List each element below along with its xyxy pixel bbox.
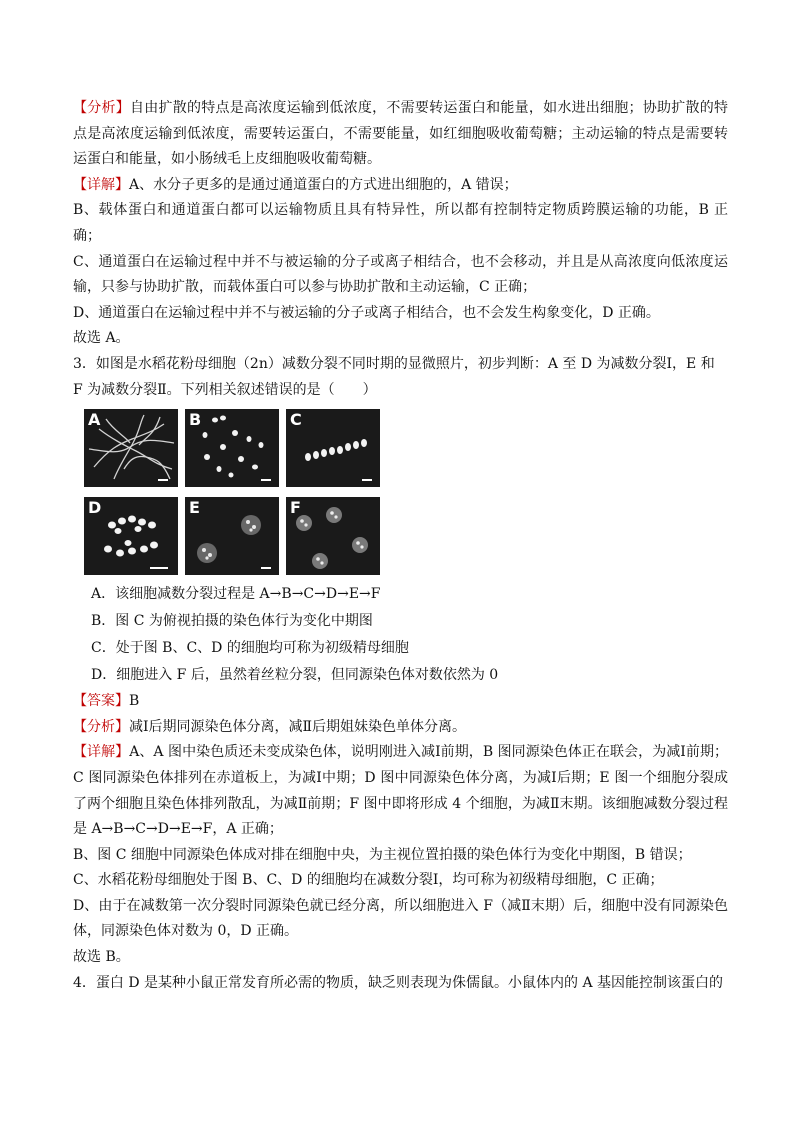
answer-line: 【答案】B — [73, 693, 140, 710]
panel-label-f: F — [290, 498, 301, 518]
analysis-tag-2: 【分析】 — [73, 718, 129, 735]
analysis-paragraph-2: 【分析】减Ⅰ后期同源染色体分离，减Ⅱ后期姐妹染色单体分离。 — [73, 718, 467, 735]
panel-label-b: B — [189, 410, 202, 430]
question-4-stem: 4．蛋白 D 是某种小鼠正常发育所必需的物质，缺乏则表现为侏儒鼠。小鼠体内的 A 基因能控制该蛋白的 — [73, 974, 724, 991]
analysis-tag: 【分析】 — [73, 100, 130, 116]
panel-label-a: A — [88, 410, 101, 430]
document-page — [73, 96, 728, 996]
micrograph-panel-b — [185, 409, 279, 487]
explanation-tag-2: 【详解】 — [73, 744, 130, 761]
micrograph-panel-a — [84, 409, 178, 487]
explanation-tag: 【详解】 — [73, 176, 129, 193]
micrograph-panel-f — [286, 497, 380, 575]
micrograph-panel-e — [185, 497, 279, 575]
question-3-stem: 3．如图是水稻花粉母细胞（2n）减数分裂不同时期的显微照片，初步判断：A 至 D 为减数分裂Ⅰ，E 和 F 为减数分裂Ⅱ。下列相关叙述错误的是（ ） — [73, 355, 715, 398]
option-d: D．细胞进入 F 后，虽然着丝粒分裂，但同源染色体对数依然为 0 — [91, 667, 499, 684]
explanation-line-d: D、通道蛋白在运输过程中并不与被运输的分子或离子相结合，也不会发生构象变化，D 正确。 — [73, 304, 660, 321]
explanation2-line-c: C、水稻花粉母细胞处于图 B、C、D 的细胞均在减数分裂Ⅰ，均可称为初级精母细胞，C 正确； — [73, 872, 664, 889]
panel-label-c: C — [290, 410, 302, 430]
explanation2-line-a: 【详解】A、A 图中染色质还未变成染色体，说明刚进入减Ⅰ前期，B 图同源染色体正在联会，为减Ⅰ前期；C 图同源染色体排列在赤道板上，为减Ⅰ中期；D 图中同源染色体分离，为减Ⅰ后期；E 图一个细胞分裂成了两个细胞且染色体排列散乱，为减Ⅱ前期；F 图中即将形成 4 个细胞，为减Ⅱ末期。该细胞减数分裂过程是 A→B→C→D→E→F，A 正确； — [73, 744, 729, 838]
explanation-line-a: 【详解】A、水分子更多的是通过通道蛋白的方式进出细胞的，A 错误； — [73, 176, 518, 193]
option-c: C．处于图 B、C、D 的细胞均可称为初级精母细胞 — [91, 640, 409, 657]
explanation2-line-d: D、由于在减数第一次分裂时同源染色就已经分离，所以细胞进入 F（减Ⅱ末期）后，细胞中没有同源染色体，同源染色体对数为 0，D 正确。 — [73, 897, 728, 940]
micrograph-panel-c — [286, 409, 380, 487]
choice-line-2: 故选 B。 — [73, 949, 130, 966]
analysis-paragraph-1: 【分析】自由扩散的特点是高浓度运输到低浓度，不需要转运蛋白和能量，如水进出细胞；协助扩散的特点是高浓度运输到低浓度，需要转运蛋白，不需要能量，如红细胞吸收葡萄糖；主动运输的特点是需要转运蛋白和能量，如小肠绒毛上皮细胞吸收葡萄糖。 — [73, 100, 729, 168]
micrograph-grid — [84, 409, 380, 575]
panel-label-d: D — [88, 498, 102, 518]
option-a: A．该细胞减数分裂过程是 A→B→C→D→E→F — [91, 586, 381, 603]
micrograph-panel-d — [84, 497, 178, 575]
choice-line: 故选 A。 — [73, 330, 130, 347]
answer-tag: 【答案】 — [73, 693, 129, 710]
explanation-line-c: C、通道蛋白在运输过程中并不与被运输的分子或离子相结合，也不会移动，并且是从高浓度向低浓度运输，只参与协助扩散，而载体蛋白可以参与协助扩散和主动运输，C 正确； — [73, 253, 728, 296]
explanation2-line-b: B、图 C 细胞中同源染色体成对排在细胞中央，为主视位置拍摄的染色体行为变化中期图，B 错误； — [73, 846, 692, 863]
option-b: B．图 C 为俯视拍摄的染色体行为变化中期图 — [91, 613, 373, 630]
explanation-line-b: B、载体蛋白和通道蛋白都可以运输物质且具有特异性，所以都有控制特定物质跨膜运输的功能，B 正确； — [73, 202, 728, 244]
panel-label-e: E — [189, 498, 200, 518]
